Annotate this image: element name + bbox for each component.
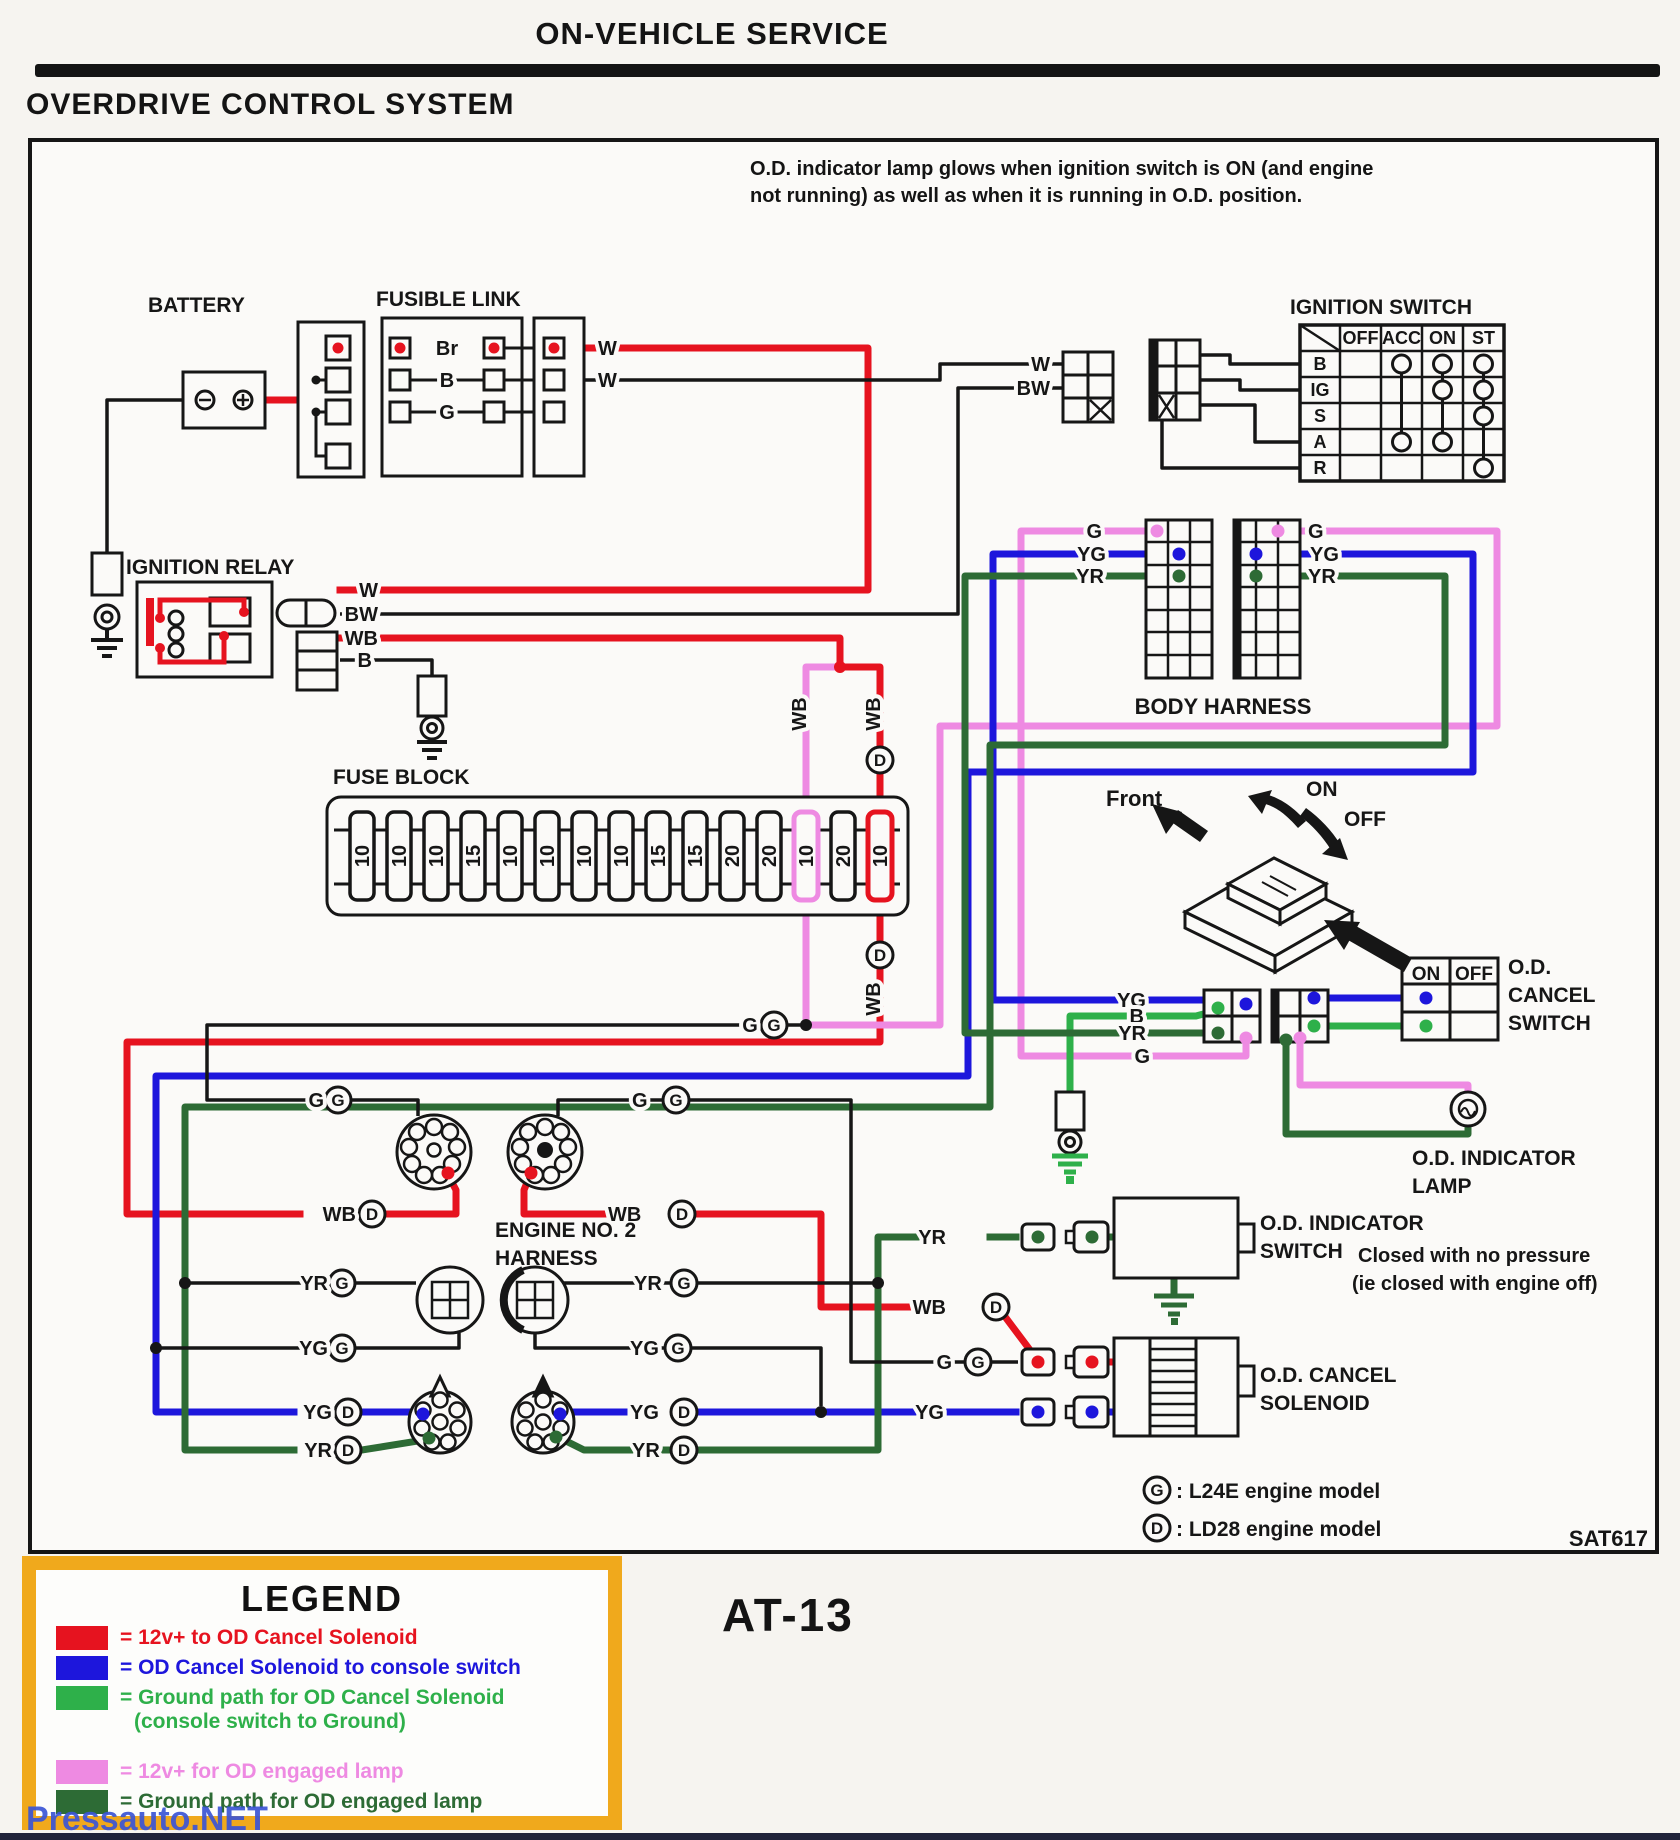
od-cancel-switch-label-3: SWITCH xyxy=(1508,1012,1591,1035)
fuse-row xyxy=(350,812,892,900)
fusible-link-label: FUSIBLE LINK xyxy=(376,288,521,311)
legend-swatch xyxy=(56,1626,108,1650)
watermark: Pressauto.NET xyxy=(26,1800,268,1838)
fuse-amps: 10 xyxy=(796,844,818,868)
wire-label-br: Br xyxy=(435,338,459,360)
wire-label-yr: YR xyxy=(632,1440,660,1462)
fuse-amps: 10 xyxy=(426,844,448,868)
ignition-position-label: ACC xyxy=(1382,328,1421,348)
note-line-1: O.D. indicator lamp glows when ignition switch is ON (and engine xyxy=(750,158,1374,180)
ignition-contact-circle xyxy=(1475,407,1493,425)
legend-swatch xyxy=(56,1656,108,1680)
ignition-contact-circle xyxy=(1475,459,1493,477)
figure-code: SAT617 xyxy=(1568,1526,1648,1551)
wire-label-g: G xyxy=(742,1015,758,1037)
fuse-amps: 10 xyxy=(352,844,374,868)
wire-label-yr: YR xyxy=(1308,566,1336,588)
wire-label-g: G xyxy=(936,1352,952,1374)
wire-label-w: W xyxy=(598,338,617,360)
ignition-terminal-label: B xyxy=(1313,354,1327,374)
legend-title: LEGEND xyxy=(240,1578,403,1619)
engine-model-marker-letter: G xyxy=(335,1274,349,1293)
wire-label-g: G xyxy=(308,1090,324,1112)
engine-connector-mid-right xyxy=(502,1267,568,1333)
od-cancel-solenoid-label-1: O.D. CANCEL xyxy=(1260,1364,1397,1387)
wire-label-yg: YG xyxy=(1117,990,1146,1012)
wire-label-yg: YG xyxy=(1077,544,1106,566)
od-indicator-switch-label-1: O.D. INDICATOR xyxy=(1260,1212,1424,1235)
ignition-position-label: ON xyxy=(1429,328,1456,348)
ignition-position-label: OFF xyxy=(1342,328,1379,348)
ignition-contact-circle xyxy=(1434,433,1452,451)
ignition-contact-circle xyxy=(1434,355,1452,373)
wire-label-yg: YG xyxy=(915,1402,944,1424)
engine-model-marker-letter: G xyxy=(671,1339,685,1358)
wire-label-yg: YG xyxy=(630,1402,659,1424)
engine-model-marker-letter: D xyxy=(873,751,887,770)
fuse-amps: 15 xyxy=(685,844,707,868)
legend-swatch xyxy=(56,1686,108,1710)
wire-label-yr: YR xyxy=(304,1440,332,1462)
wire-label-wb: WB xyxy=(322,1204,356,1226)
ignition-relay-label: IGNITION RELAY xyxy=(126,556,295,579)
wire-label-wb: WB xyxy=(608,1204,642,1226)
wire-label-b: B xyxy=(439,370,455,392)
ignition-contact-circle xyxy=(1434,381,1452,399)
fuse-amps: 10 xyxy=(611,844,633,868)
legend-text: = OD Cancel Solenoid to console switch xyxy=(120,1656,521,1679)
engine-model-marker-letter: G xyxy=(971,1353,985,1372)
wire-label-g: G xyxy=(439,402,455,424)
fuse-amps: 10 xyxy=(389,844,411,868)
legend-text: = Ground path for OD engaged lamp xyxy=(120,1790,483,1813)
engine-model-marker-letter: G xyxy=(335,1339,349,1358)
od-indicator-lamp xyxy=(1451,1092,1485,1126)
fuse-amps: 10 xyxy=(500,844,522,868)
ignition-position-label: ST xyxy=(1471,328,1496,348)
wire-label-b: B xyxy=(1129,1006,1144,1028)
fuse-amps: 15 xyxy=(648,844,670,868)
od-cancel-solenoid-label-2: SOLENOID xyxy=(1260,1392,1370,1415)
legend-box xyxy=(22,1556,622,1830)
engine-model-marker-letter: D xyxy=(873,946,887,965)
ignition-terminal-label: IG xyxy=(1310,380,1330,400)
engine-connector-top-right xyxy=(508,1115,582,1189)
on-label: ON xyxy=(1306,778,1338,801)
od-cancel-switch-label-1: O.D. xyxy=(1508,956,1552,979)
engine-model-marker-letter: D xyxy=(677,1441,691,1460)
fuse-amps: 20 xyxy=(759,844,781,868)
engine-harness-label-1: ENGINE NO. 2 xyxy=(495,1219,637,1242)
engine-model-marker-letter: G xyxy=(677,1274,691,1293)
wire-label-yr: YR xyxy=(1076,566,1104,588)
fuse-block-label: FUSE BLOCK xyxy=(333,766,470,789)
od-indicator-lamp-label-1: O.D. INDICATOR xyxy=(1412,1147,1576,1170)
wire-label-wb: WB xyxy=(344,628,378,650)
engine-model-marker-letter: D xyxy=(989,1298,1003,1317)
ignition-terminal-label: S xyxy=(1313,406,1327,426)
cancel-table-on: ON xyxy=(1411,964,1441,985)
page-title: ON-VEHICLE SERVICE xyxy=(535,16,889,51)
body-harness-connector-left xyxy=(1146,520,1212,678)
wire-label-yr: YR xyxy=(300,1273,328,1295)
legend-rows xyxy=(46,1626,598,1814)
page-code: AT-13 xyxy=(722,1589,854,1641)
ignition-contact-circle xyxy=(1475,381,1493,399)
engine-connector-top-left xyxy=(397,1115,471,1189)
ignition-terminal-label: R xyxy=(1313,458,1327,478)
battery-label: BATTERY xyxy=(148,294,245,317)
engine-model-marker-letter: D xyxy=(677,1403,691,1422)
engine-model-marker-letter: D xyxy=(675,1205,689,1224)
g-model-note: : L24E engine model xyxy=(1176,1480,1381,1503)
section-heading: OVERDRIVE CONTROL SYSTEM xyxy=(26,88,515,121)
ignition-contact-circle xyxy=(1393,433,1411,451)
wire-label-wb: WB xyxy=(863,697,885,731)
wire-label-w: W xyxy=(359,580,378,602)
engine-model-marker-letter: D xyxy=(1150,1519,1164,1538)
wire-label-g: G xyxy=(1308,521,1324,543)
wire-label-yr: YR xyxy=(1118,1023,1146,1045)
ignition-contact-circle xyxy=(1475,355,1493,373)
d-model-note: : LD28 engine model xyxy=(1176,1518,1382,1541)
battery xyxy=(183,372,265,428)
fuse-amps: 10 xyxy=(574,844,596,868)
engine-model-marker-letter: G xyxy=(1150,1481,1164,1500)
wire-label-yr: YR xyxy=(634,1273,662,1295)
engine-model-marker-letter: G xyxy=(669,1091,683,1110)
connector-link-out xyxy=(534,318,584,476)
legend-entry xyxy=(46,1656,598,1680)
engine-connector-mid-left xyxy=(417,1267,483,1333)
od-indicator-switch-label-2: SWITCH xyxy=(1260,1240,1343,1263)
legend-text: = Ground path for OD Cancel Solenoid xyxy=(120,1686,505,1709)
diagram-note xyxy=(750,156,1430,210)
ignition-relay xyxy=(137,582,272,677)
wire-label-g: G xyxy=(1086,521,1102,543)
legend-swatch xyxy=(56,1760,108,1784)
wire-label-wb: WB xyxy=(912,1297,946,1319)
od-indicator-lamp-label-2: LAMP xyxy=(1412,1175,1472,1198)
connector-battery-link xyxy=(298,322,364,477)
body-harness-connector-right xyxy=(1234,520,1300,678)
wire-label-yg: YG xyxy=(1310,544,1339,566)
off-label: OFF xyxy=(1344,808,1386,831)
closed-note-1: Closed with no pressure xyxy=(1358,1245,1591,1267)
ignition-contact-circle xyxy=(1393,355,1411,373)
fuse-amps: 10 xyxy=(870,844,892,868)
legend-text: = 12v+ for OD engaged lamp xyxy=(120,1760,404,1783)
legend-entry xyxy=(46,1760,598,1784)
legend-entry xyxy=(46,1686,598,1710)
note-line-2: not running) as well as when it is running in O.D. position. xyxy=(750,185,1303,207)
wire-label-wb: WB xyxy=(789,697,811,731)
fuse-amps: 20 xyxy=(722,844,744,868)
front-label: Front xyxy=(1106,786,1163,811)
ignition-switch-matrix xyxy=(1300,325,1504,481)
wire-label-b: B xyxy=(357,650,372,672)
wire-label-wb: WB xyxy=(863,982,885,1016)
ignition-connector-1 xyxy=(1063,352,1113,422)
engine-model-marker-letter: D xyxy=(341,1441,355,1460)
cancel-table-off: OFF xyxy=(1455,964,1493,985)
legend-inner xyxy=(36,1570,608,1816)
ignition-connector-2 xyxy=(1150,340,1200,420)
ignition-terminal-label: A xyxy=(1313,432,1327,452)
legend-text-2: (console switch to Ground) xyxy=(134,1710,406,1733)
wire-label-bw: BW xyxy=(1016,378,1050,400)
fuse-amps: 15 xyxy=(463,844,485,868)
od-cancel-solenoid xyxy=(1114,1338,1254,1436)
engine-model-marker-letter: D xyxy=(341,1403,355,1422)
engine-model-marker-letter: G xyxy=(331,1091,345,1110)
header-rule xyxy=(35,64,1660,77)
wire-label-yg: YG xyxy=(303,1402,332,1424)
body-harness-label: BODY HARNESS xyxy=(1134,694,1312,719)
fuse-amps: 20 xyxy=(833,844,855,868)
legend-text: = 12v+ to OD Cancel Solenoid xyxy=(120,1626,418,1649)
fusible-link-box xyxy=(382,318,544,476)
wire-label-g: G xyxy=(632,1090,648,1112)
od-cancel-switch-label-2: CANCEL xyxy=(1508,984,1596,1007)
wire-label-w: W xyxy=(1031,354,1050,376)
wire-label-yg: YG xyxy=(299,1338,328,1360)
wire-label-g: G xyxy=(1134,1046,1150,1068)
engine-harness-label-2: HARNESS xyxy=(495,1247,598,1270)
closed-note-2: (ie closed with engine off) xyxy=(1352,1273,1598,1295)
wire-label-bw: BW xyxy=(344,604,378,626)
wire-label-yg: YG xyxy=(630,1338,659,1360)
wire-label-yr: YR xyxy=(918,1227,946,1249)
engine-model-marker-letter: D xyxy=(365,1205,379,1224)
engine-model-marker-letter: G xyxy=(767,1016,781,1035)
wire-label-w: W xyxy=(598,370,617,392)
ignition-switch-label: IGNITION SWITCH xyxy=(1290,296,1472,319)
legend-entry xyxy=(46,1626,598,1650)
fuse-amps: 10 xyxy=(537,844,559,868)
